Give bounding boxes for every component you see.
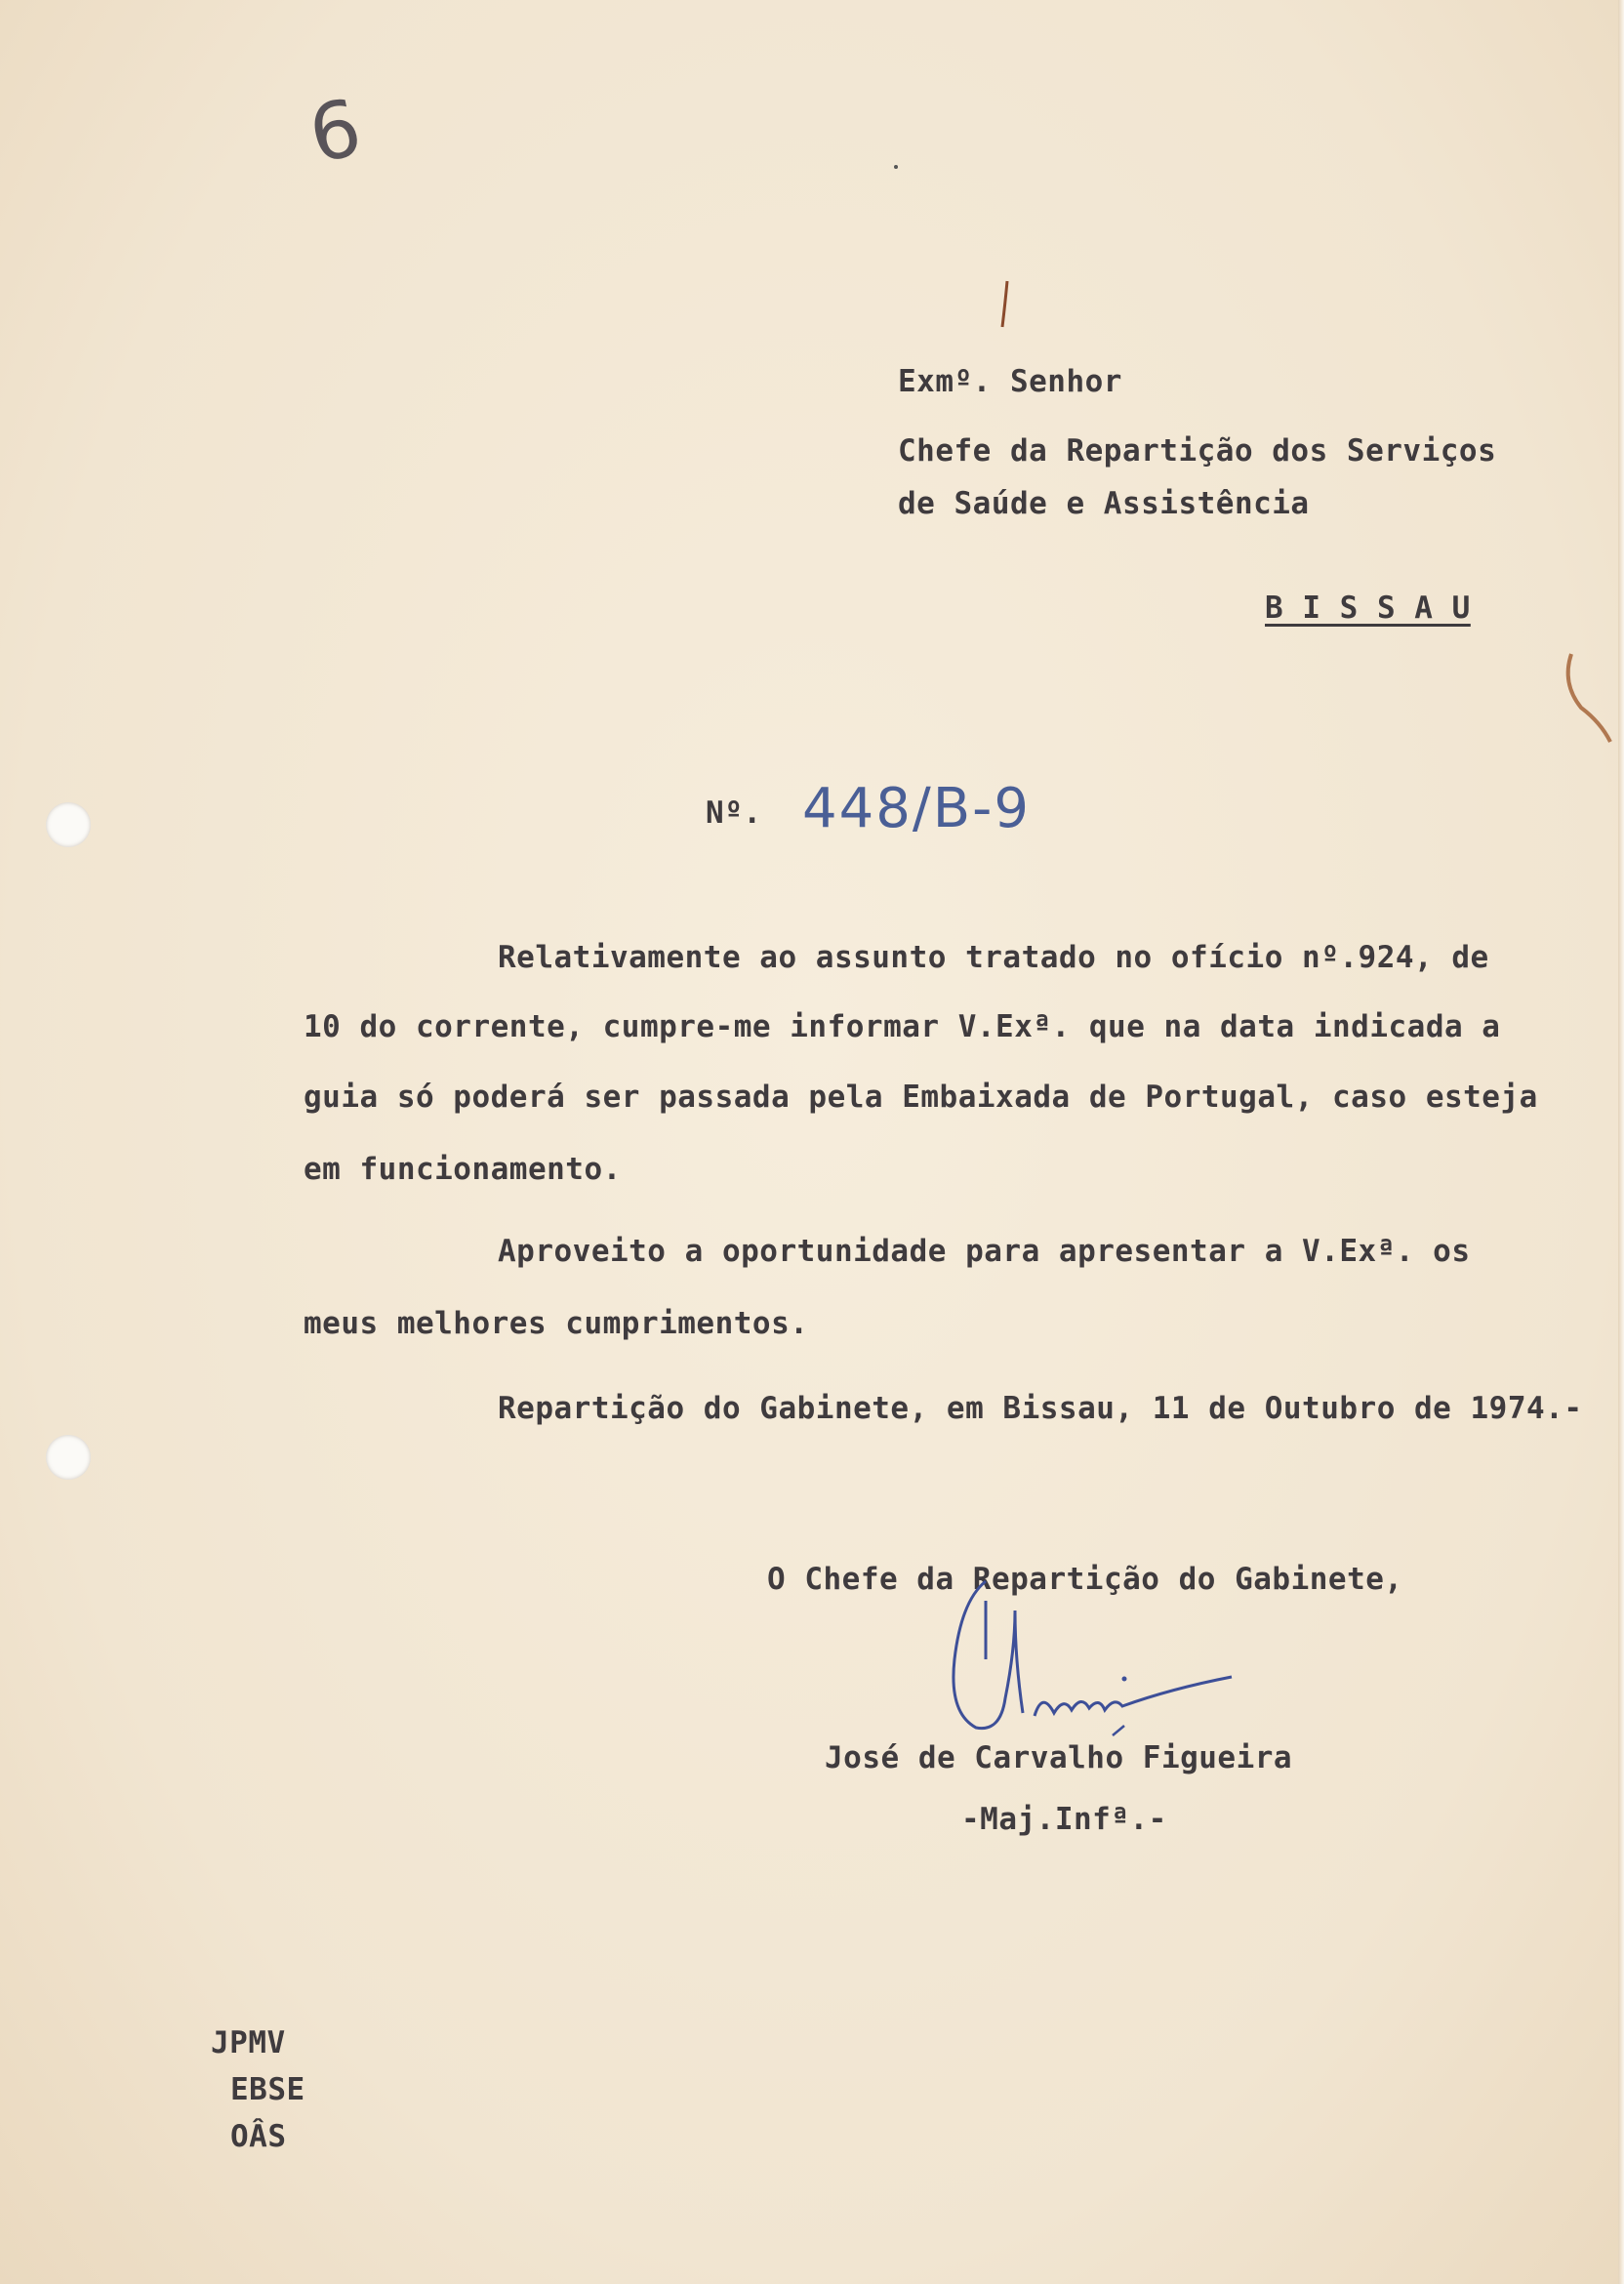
handwritten-page-number: 6 [301,81,370,182]
addressee-title-line1: Chefe da Repartição dos Serviços [898,433,1497,469]
salutation: Exmº. Senhor [898,364,1122,399]
distribution-initials-1: JPMV [211,2025,286,2060]
paragraph1-line1: Relativamente ao assunto tratado no ofício nº.924, de [498,940,1489,975]
paragraph1-line3: guia só poderá ser passada pela Embaixada de Portugal, caso esteja [304,1080,1538,1115]
signatory-role: O Chefe da Repartição do Gabinete, [767,1562,1403,1597]
paragraph1-line4: em funcionamento. [304,1152,622,1187]
signatory-rank: -Maj.Infª.- [961,1802,1167,1837]
paragraph2-line1: Aproveito a oportunidade para apresentar a V.Exª. os [498,1234,1471,1269]
paragraph1-line2: 10 do corrente, cumpre-me informar V.Exª. que na data indicada a [304,1009,1501,1044]
reference-label: Nº. [706,795,762,831]
addressee-city: B I S S A U [1265,591,1471,626]
addressee-title-line2: de Saúde e Assistência [898,486,1310,521]
signatory-name: José de Carvalho Figueira [825,1740,1293,1775]
distribution-initials-2: EBSE [230,2072,305,2107]
date-line: Repartição do Gabinete, em Bissau, 11 de Outubro de 1974.- [498,1391,1583,1426]
distribution-initials-3: OÂS [230,2119,287,2154]
handwritten-reference-number: 448/B-9 [802,777,1032,840]
paragraph2-line2: meus melhores cumprimentos. [304,1306,809,1341]
